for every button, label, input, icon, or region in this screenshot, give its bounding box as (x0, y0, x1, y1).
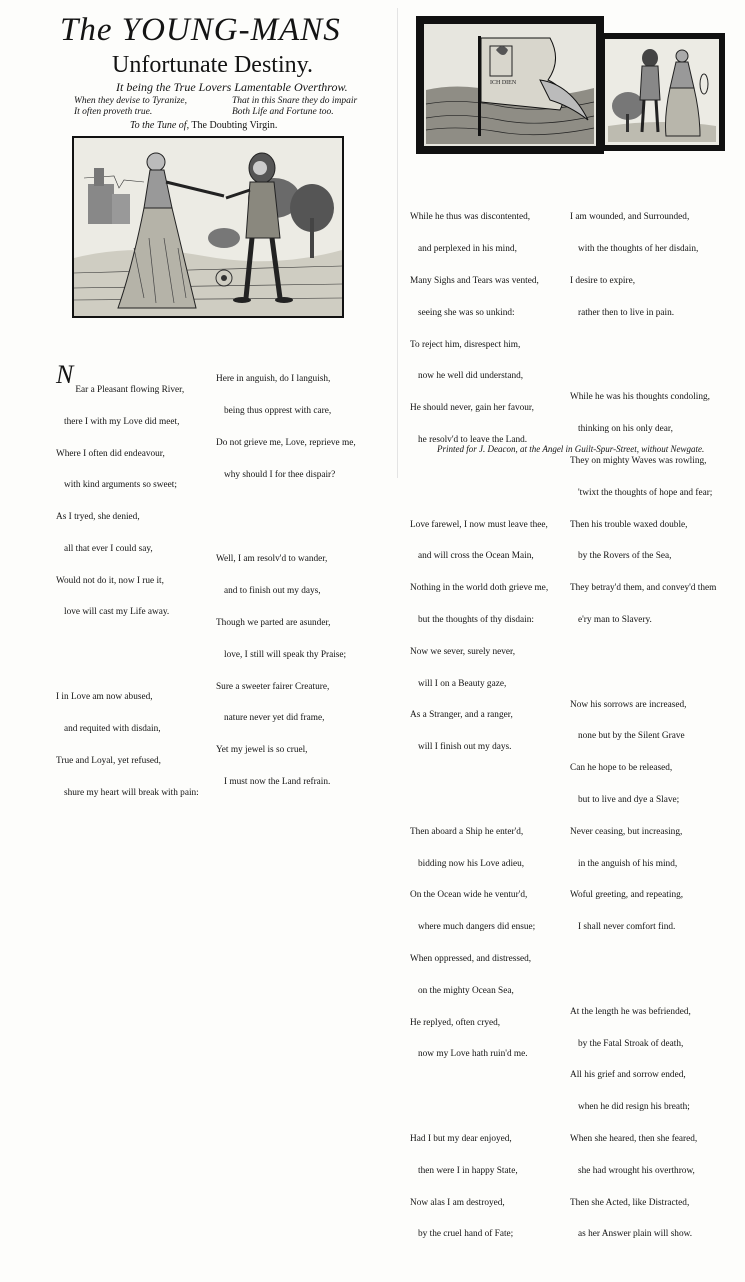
verse-line: Then she Acted, like Distracted, (570, 1197, 690, 1208)
flag-motto: ICH DIEN (490, 80, 517, 86)
verse-line: Love farewel, I now must leave thee, (410, 519, 548, 530)
stanza (216, 353, 356, 501)
intro-line: That in this Snare they do impair (232, 96, 358, 106)
verse-line: Nothing in the world doth grieve me, (410, 583, 549, 594)
verse-line: on the mighty Ocean Sea, (418, 985, 514, 996)
verse-line: by the Rovers of the Sea, (578, 551, 672, 562)
verse-column-2 (216, 332, 356, 830)
verse-line: as her Answer plain will show. (578, 1229, 693, 1240)
couple-illustration (74, 138, 342, 316)
verse-line: As a Stranger, and a ranger, (410, 710, 513, 721)
stanza (410, 1113, 548, 1261)
verse-line: by the Fatal Stroak of death, (578, 1038, 684, 1049)
verse-line: when he did resign his breath; (578, 1102, 690, 1113)
verse-line: Can he hope to be released, (570, 763, 673, 774)
stanza (410, 806, 548, 1081)
verse-line: will I finish out my days. (418, 742, 512, 753)
verse-line: all that ever I could say, (64, 543, 153, 554)
verse-line: Where I often did endeavour, (56, 448, 165, 459)
verse-line: Many Sighs and Tears was vented, (410, 275, 539, 286)
verse-line: rather then to live in pain. (578, 307, 675, 318)
verse-line: with kind arguments so sweet; (64, 480, 177, 491)
verse-line: in the anguish of his mind, (578, 858, 678, 869)
verse-line: why should I for thee dispair? (224, 469, 336, 480)
intro-left (74, 96, 187, 118)
verse-line: Sure a sweeter fairer Creature, (216, 681, 330, 692)
stanza (410, 191, 548, 466)
verse-line: none but by the Silent Grave (578, 731, 685, 742)
verse-line: with the thoughts of her disdain, (578, 244, 699, 255)
tune-prefix: To the Tune of, (130, 120, 190, 131)
verse-line: will I on a Beauty gaze, (418, 678, 507, 689)
stanza (56, 671, 199, 819)
verse-line: I in Love am now abused, (56, 692, 153, 703)
verse-line: love, I still will speak thy Praise; (224, 649, 347, 660)
printer-imprint: Printed for J. Deacon, at the Angel in Guilt-Spur-Street, without Newgate. (437, 444, 705, 454)
verse-line: Well, I am resolv'd to wander, (216, 554, 328, 565)
verse-line: Had I but my dear enjoyed, (410, 1134, 512, 1145)
intro-line: It often proveth true. (74, 107, 153, 117)
verse-line: When she heared, then she feared, (570, 1134, 698, 1145)
verse-column-1 (56, 332, 199, 841)
verse-line: by the cruel hand of Fate; (418, 1229, 514, 1240)
verse-line: Though we parted are asunder, (216, 618, 331, 629)
verse-line: Would not do it, now I rue it, (56, 575, 164, 586)
verse-line: Never ceasing, but increasing, (570, 826, 683, 837)
verse-line: and requited with disdain, (64, 723, 161, 734)
flag-illustration (420, 20, 600, 150)
verse-line: thinking on his only dear, (578, 424, 673, 435)
verse-line: Now we sever, surely never, (410, 646, 516, 657)
verse-line: there I with my Love did meet, (64, 416, 180, 427)
verse-line: I must now the Land refrain. (224, 776, 331, 787)
verse-line: and perplexed in his mind, (418, 244, 517, 255)
ballad-subtitle: Unfortunate Destiny. (112, 52, 314, 78)
woodcut-pair (600, 34, 724, 150)
verse-line: Do not grieve me, Love, reprieve me, (216, 437, 356, 448)
verse-line: nature never yet did frame, (224, 713, 325, 724)
stanza (570, 679, 716, 954)
verse-line: He should never, gain her favour, (410, 403, 534, 414)
verse-column-4 (570, 170, 716, 1282)
verse-line: seeing she was so unkind: (418, 307, 515, 318)
drop-cap: N (56, 359, 74, 389)
verse-line: As I tryed, she denied, (56, 512, 140, 523)
verse-line: They betray'd them, and convey'd them (570, 583, 717, 594)
verse-line: On the Ocean wide he ventur'd, (410, 890, 528, 901)
page-fold (397, 8, 398, 478)
verse-line: she had wrought his overthrow, (578, 1165, 695, 1176)
verse-line: now my Love hath ruin'd me. (418, 1049, 528, 1060)
intro-line: Both Life and Fortune too. (232, 107, 334, 117)
ballad-title: The YOUNG-MANS (60, 12, 341, 48)
verse-line: but to live and dye a Slave; (578, 795, 680, 806)
verse-line: love will cast my Life away. (64, 607, 170, 618)
verse-line: Now alas I am destroyed, (410, 1197, 505, 1208)
stanza (216, 533, 356, 808)
verse-line: being thus opprest with care, (224, 406, 332, 417)
woodcut-flag (418, 18, 602, 152)
stanza (570, 191, 716, 339)
verse-line: bidding now his Love adieu, (418, 858, 525, 869)
verse-line: While he was his thoughts condoling, (570, 392, 710, 403)
intro-line: When they devise to Tyranize, (74, 96, 187, 106)
verse-line: 'twixt the thoughts of hope and fear; (578, 487, 713, 498)
verse-line: where much dangers did ensue; (418, 922, 536, 933)
verse-line: They on mighty Waves was rowling, (570, 456, 707, 467)
verse-line: When oppressed, and distressed, (410, 953, 532, 964)
verse-line: e'ry man to Slavery. (578, 614, 652, 625)
verse-line: At the length he was befriended, (570, 1006, 691, 1017)
verse-line: then were I in happy State, (418, 1165, 518, 1176)
verse-line: True and Loyal, yet refused, (56, 755, 161, 766)
verse-line: Yet my jewel is so cruel, (216, 745, 308, 756)
verse-line: While he thus was discontented, (410, 212, 531, 223)
verse-line: I desire to expire, (570, 275, 636, 286)
verse-line: Ear a Pleasant flowing River, (75, 384, 185, 395)
verse-line: He replyed, often cryed, (410, 1017, 501, 1028)
verse-line: Here in anguish, do I languish, (216, 374, 331, 385)
verse-line: now he well did understand, (418, 371, 524, 382)
verse-line: and to finish out my days, (224, 586, 321, 597)
stanza (570, 986, 716, 1261)
woodcut-couple (72, 136, 344, 318)
stanza (570, 371, 716, 646)
stanza (410, 498, 548, 773)
verse-line: Then aboard a Ship he enter'd, (410, 826, 524, 837)
tune-name: The Doubting Virgin. (191, 120, 278, 131)
stanza (56, 353, 199, 639)
verse-line: Now his sorrows are increased, (570, 699, 687, 710)
verse-line: I shall never comfort find. (578, 922, 676, 933)
verse-line: but the thoughts of thy disdain: (418, 614, 534, 625)
tune-line (130, 120, 277, 131)
verse-line: Then his trouble waxed double, (570, 519, 688, 530)
verse-line: I am wounded, and Surrounded, (570, 212, 690, 223)
verse-line: he resolv'd to leave the Land. (418, 434, 528, 445)
pair-illustration (602, 36, 722, 148)
verse-line: and will cross the Ocean Main, (418, 551, 534, 562)
verse-column-3 (410, 170, 548, 1282)
verse-line: shure my heart will break with pain: (64, 787, 199, 798)
intro-right (232, 96, 357, 118)
ballad-tagline: It being the True Lovers Lamentable Overthrow. (116, 80, 348, 94)
verse-line: Woful greeting, and repeating, (570, 890, 684, 901)
verse-line: All his grief and sorrow ended, (570, 1070, 686, 1081)
verse-line: To reject him, disrespect him, (410, 339, 521, 350)
